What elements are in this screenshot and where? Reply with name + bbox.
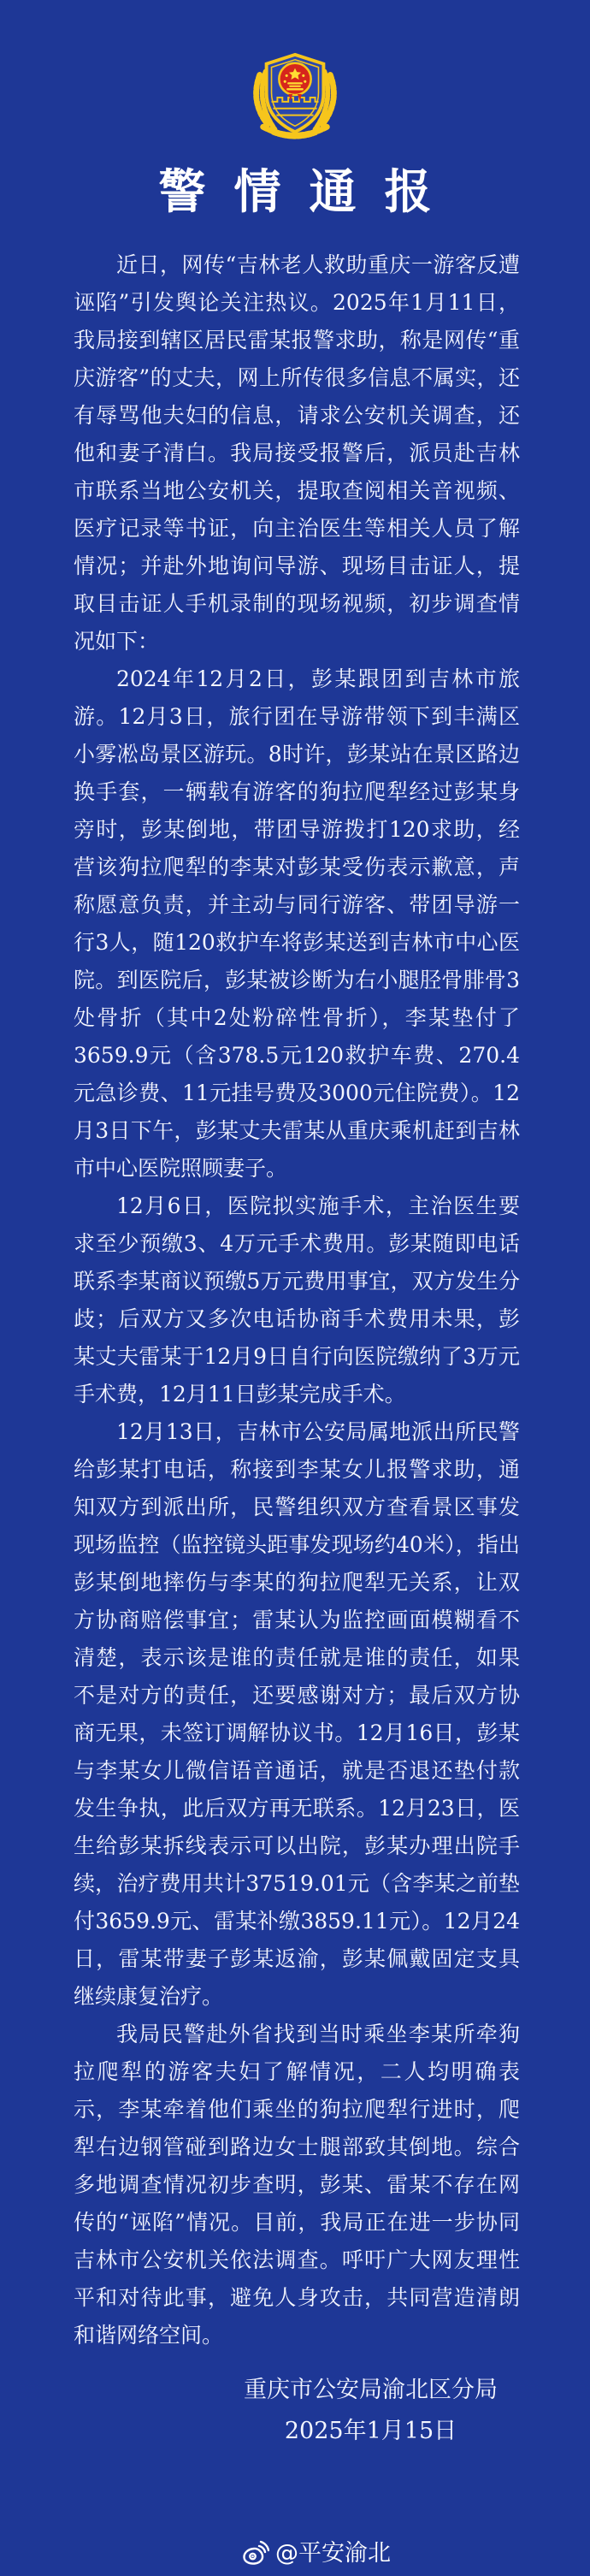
police-badge-icon <box>245 50 345 142</box>
notice-paragraph: 近日，网传“吉林老人救助重庆一游客反遭诬陷”引发舆论关注热议。2025年1月11日，我局接到辖区居民雷某报警求助，称是网传“重庆游客”的丈夫，网上所传很多信息不属实，还有辱骂他夫妇的信息，请求公安机关调查，还他和妻子清白。我局接受报警后，派员赴吉林市联系当地公安机关，提取查阅相关音视频、医疗记录等书证，向主治医生等相关人员了解情况；并赴外地询问导游、现场目击证人，提取目击证人手机录制的现场视频，初步调查情况如下： <box>74 252 520 654</box>
notice-title-text: 警情通报 <box>158 163 460 219</box>
notice-title <box>0 164 590 219</box>
signature-block <box>244 2370 498 2452</box>
notice-paragraph: 2024年12月2日，彭某跟团到吉林市旅游。12月3日，旅行团在导游带领下到丰满区小雾凇岛景区游玩。8时许，彭某站在景区路边换手套，一辆载有游客的狗拉爬犁经过彭某身旁时，彭某倒地，带团导游拨打120求助，经营该狗拉爬犁的李某对彭某受伤表示歉意，声称愿意负责，并主动与同行游客、带团导游一行3人，随120救护车将彭某送到吉林市中心医院。到医院后，彭某被诊断为右小腿胫骨腓骨3处骨折（其中2处粉碎性骨折），李某垫付了3659.9元（含378.5元120救护车费、270.4元急诊费、11元挂号费及3000元住院费）。12月3日下午，彭某丈夫雷某从重庆乘机赶到吉林市中心医院照顾妻子。 <box>74 666 520 1181</box>
notice-paragraph: 12月13日，吉林市公安局属地派出所民警给彭某打电话，称接到李某女儿报警求助，通知双方到派出所，民警组织双方查看景区事发现场监控（监控镜头距事发现场约40米），指出彭某倒地摔伤与李某的狗拉爬犁无关系，让双方协商赔偿事宜；雷某认为监控画面模糊看不清楚，表示该是谁的责任就是谁的责任，如果不是对方的责任，还要感谢对方；最后双方协商无果，未签订调解协议书。12月16日，彭某与李某女儿微信语音通话，就是否退还垫付款发生争执，此后双方再无联系。12月23日，医生给彭某拆线表示可以出院，彭某办理出院手续，治疗费用共计37519.01元（含李某之前垫付3659.9元、雷某补缴3859.11元）。12月24日，雷某带妻子彭某返渝，彭某佩戴固定支具继续康复治疗。 <box>74 1419 520 2009</box>
watermark-handle: @平安渝北 <box>275 2540 391 2567</box>
weibo-icon <box>242 2540 269 2566</box>
issue-date: 2025年1月15日 <box>284 2418 457 2444</box>
issuing-authority: 重庆市公安局渝北区分局 <box>244 2377 498 2403</box>
notice-body <box>74 246 520 2354</box>
notice-paragraph: 我局民警赴外省找到当时乘坐李某所牵狗拉爬犁的游客夫妇了解情况，二人均明确表示，李某牵着他们乘坐的狗拉爬犁行进时，爬犁右边钢管碰到路边女士腿部致其倒地。综合多地调查情况初步查明，彭某、雷某不存在网传的“诬陷”情况。目前，我局正在进一步协同吉林市公安机关依法调查。呼吁广大网友理性平和对待此事，避免人身攻击，共同营造清朗和谐网络空间。 <box>74 2022 520 2348</box>
watermark <box>242 2534 391 2567</box>
notice-paragraph: 12月6日，医院拟实施手术，主治医生要求至少预缴3、4万元手术费用。彭某随即电话联系李某商议预缴5万元费用事宜，双方发生分歧；后双方又多次电话协商手术费用未果，彭某丈夫雷某于12月9日自行向医院缴纳了3万元手术费，12月11日彭某完成手术。 <box>74 1193 520 1406</box>
